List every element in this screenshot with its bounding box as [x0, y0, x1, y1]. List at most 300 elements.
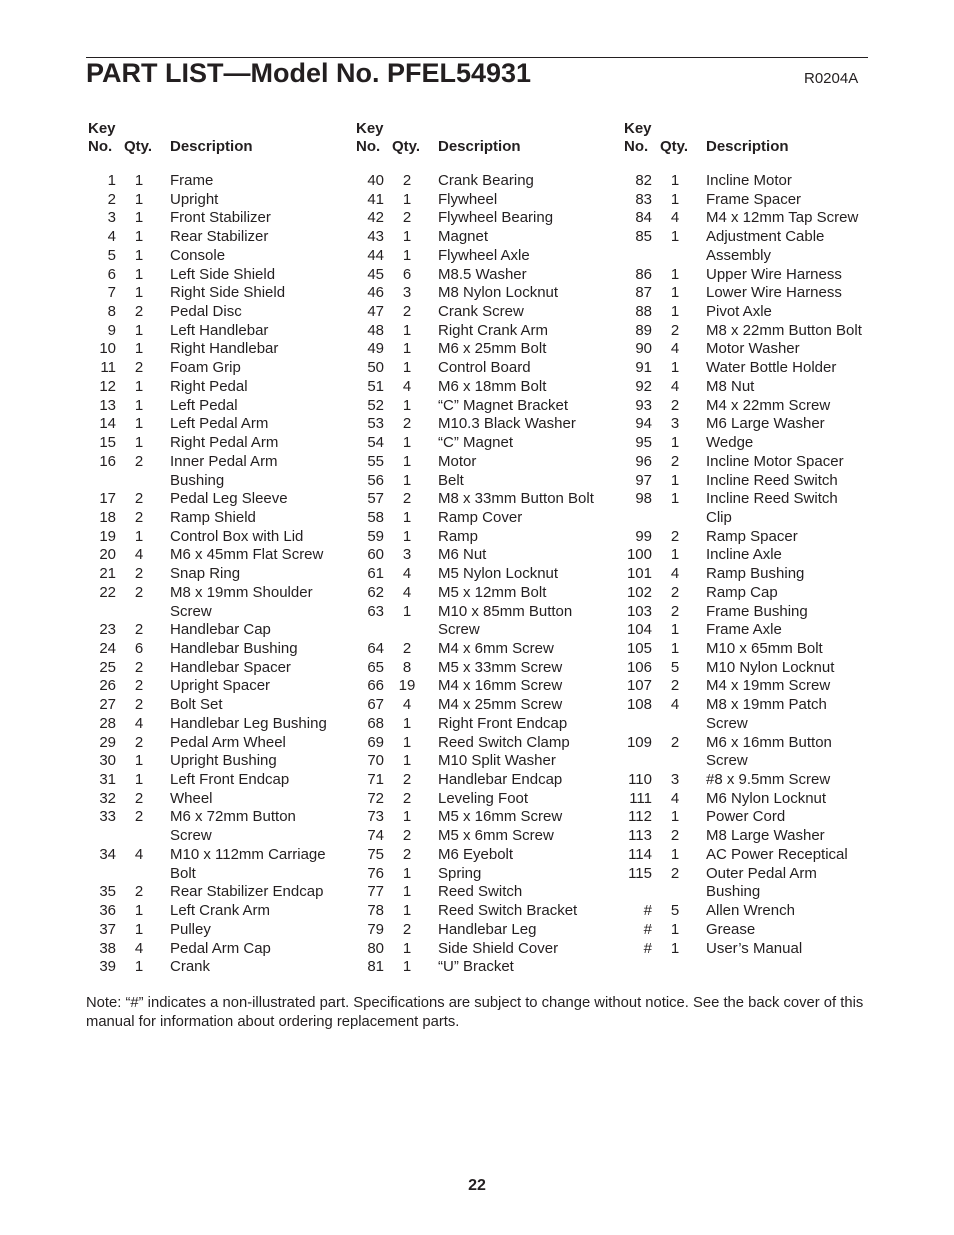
part-description: Left Crank Arm — [170, 902, 271, 920]
part-description: Frame — [170, 172, 214, 189]
part-key: 70 — [367, 752, 384, 770]
key-header-bottom: No. — [356, 138, 381, 155]
part-qty: 8 — [402, 658, 412, 676]
part-key: 78 — [367, 902, 384, 920]
part-description: AC Power Receptical — [706, 845, 848, 863]
part-key: 15 — [99, 434, 116, 452]
part-key: 38 — [99, 939, 116, 957]
part-key: 5 — [107, 246, 116, 264]
part-description: Pulley — [170, 920, 211, 938]
part-key: 107 — [626, 677, 652, 695]
part-qty: 2 — [134, 733, 144, 751]
part-description: Ramp Shield — [170, 508, 256, 526]
part-description: M10 x 65mm Bolt — [706, 640, 823, 657]
part-description: Upright — [170, 190, 219, 208]
part-key: 68 — [367, 714, 384, 732]
part-key: 74 — [367, 827, 384, 845]
part-description: Incline Reed Switch — [706, 490, 838, 508]
part-key: 19 — [99, 527, 116, 545]
part-qty: 1 — [670, 621, 680, 639]
part-key: 7 — [107, 284, 116, 302]
part-description: M6 Eyebolt — [438, 845, 514, 863]
part-description: M5 x 6mm Screw — [438, 827, 554, 845]
part-qty: 2 — [670, 452, 680, 470]
part-description: M5 x 16mm Screw — [438, 808, 563, 826]
part-key: 35 — [99, 883, 116, 901]
part-key: 24 — [99, 640, 116, 657]
part-qty: 5 — [670, 902, 680, 920]
part-qty: 4 — [134, 714, 144, 732]
part-key: 82 — [635, 172, 652, 189]
part-qty: 1 — [134, 228, 144, 246]
part-key: 57 — [367, 490, 384, 508]
part-qty: 1 — [670, 546, 680, 564]
part-key: 75 — [367, 845, 384, 863]
part-key: 27 — [99, 696, 116, 714]
part-description: Assembly — [706, 246, 772, 264]
part-key: 94 — [635, 415, 652, 433]
part-description: “C” Magnet — [438, 434, 514, 452]
part-description: M5 x 12mm Bolt — [438, 583, 547, 601]
reference-code: R0204A — [804, 70, 859, 87]
qty-header: Qty. — [124, 138, 153, 155]
part-key: 13 — [99, 396, 116, 414]
part-key: 109 — [626, 733, 652, 751]
part-key: 88 — [635, 303, 652, 321]
description-header: Description — [438, 138, 521, 155]
part-qty: 4 — [402, 583, 412, 601]
description-header: Description — [706, 138, 789, 155]
part-description: M4 x 16mm Screw — [438, 677, 563, 695]
part-key: 86 — [635, 265, 652, 283]
part-qty: 1 — [402, 602, 412, 620]
part-qty: 1 — [402, 434, 412, 452]
part-qty: 1 — [670, 939, 680, 957]
part-description: M4 x 6mm Screw — [438, 640, 554, 657]
part-qty: 2 — [402, 172, 412, 189]
part-qty: 4 — [670, 377, 680, 395]
part-description: Right Pedal Arm — [170, 434, 279, 452]
part-qty: 2 — [402, 789, 412, 807]
part-key: 45 — [367, 265, 384, 283]
part-description: M8 x 19mm Patch — [706, 696, 827, 714]
part-key: 44 — [367, 246, 384, 264]
part-key: 41 — [367, 190, 384, 208]
part-qty: 2 — [134, 789, 144, 807]
part-qty: 2 — [402, 845, 412, 863]
part-description: M8 Large Washer — [706, 827, 825, 845]
part-description: M5 x 33mm Screw — [438, 658, 563, 676]
part-key: 2 — [107, 190, 116, 208]
part-qty: 1 — [402, 321, 412, 339]
part-description: Flywheel — [438, 190, 498, 208]
part-key: 22 — [99, 583, 116, 601]
part-key: 50 — [367, 359, 384, 377]
part-description: Screw — [706, 752, 748, 770]
part-description: Right Front Endcap — [438, 714, 568, 732]
key-header-bottom: No. — [88, 138, 113, 155]
part-qty: 1 — [670, 190, 680, 208]
part-qty: 2 — [134, 808, 144, 826]
part-qty: 1 — [402, 190, 412, 208]
part-description: M8 Nut — [706, 377, 755, 395]
part-description: Rear Stabilizer Endcap — [170, 883, 324, 901]
part-qty: 1 — [134, 377, 144, 395]
part-qty: 2 — [134, 583, 144, 601]
part-key: 21 — [99, 565, 116, 583]
part-qty: 4 — [670, 209, 680, 227]
part-key: 31 — [99, 771, 116, 789]
part-description: Screw — [706, 714, 748, 732]
part-qty: 1 — [402, 752, 412, 770]
part-qty: 1 — [670, 172, 680, 189]
part-qty: 2 — [670, 527, 680, 545]
part-description: Allen Wrench — [706, 902, 795, 920]
part-key: 103 — [626, 602, 652, 620]
part-key: 29 — [99, 733, 116, 751]
part-key: 43 — [367, 228, 384, 246]
part-qty: 1 — [402, 883, 412, 901]
part-description: M6 x 25mm Bolt — [438, 340, 547, 358]
part-description: M6 x 18mm Bolt — [438, 377, 547, 395]
part-qty: 19 — [398, 677, 416, 695]
part-qty: 2 — [402, 920, 412, 938]
part-qty: 2 — [670, 321, 680, 339]
part-description: Front Stabilizer — [170, 209, 271, 227]
part-key: 39 — [99, 958, 116, 976]
part-description: Incline Motor — [706, 172, 792, 189]
part-description: Rear Stabilizer — [170, 228, 269, 246]
part-qty: 2 — [670, 733, 680, 751]
part-qty: 1 — [402, 733, 412, 751]
part-qty: 2 — [134, 658, 144, 676]
part-description: M6 Large Washer — [706, 415, 825, 433]
part-key: 91 — [635, 359, 652, 377]
part-description: Leveling Foot — [438, 789, 529, 807]
part-qty: 1 — [402, 939, 412, 957]
part-key: 101 — [626, 565, 652, 583]
page-number: 22 — [468, 1177, 486, 1194]
part-key: 97 — [635, 471, 652, 489]
part-key: 113 — [628, 827, 652, 845]
part-description: Outer Pedal Arm — [706, 864, 817, 882]
part-qty: 4 — [402, 565, 412, 583]
part-qty: 2 — [670, 864, 680, 882]
part-key: 81 — [367, 958, 384, 976]
part-qty: 1 — [134, 265, 144, 283]
part-qty: 1 — [134, 340, 144, 358]
part-description: Left Pedal — [170, 396, 238, 414]
part-description: M10.3 Black Washer — [438, 415, 576, 433]
part-qty: 2 — [134, 621, 144, 639]
part-description: Handlebar Cap — [170, 621, 271, 639]
part-key: 49 — [367, 340, 384, 358]
part-qty: 1 — [670, 265, 680, 283]
part-description: Crank Screw — [438, 303, 524, 321]
part-qty: 2 — [670, 583, 680, 601]
part-key: 46 — [367, 284, 384, 302]
part-key: 87 — [635, 284, 652, 302]
part-qty: 2 — [402, 640, 412, 657]
part-qty: 2 — [670, 827, 680, 845]
part-description: M6 Nut — [438, 546, 487, 564]
part-qty: 2 — [402, 303, 412, 321]
part-qty: 4 — [402, 377, 412, 395]
part-key: 111 — [629, 789, 652, 807]
part-qty: 2 — [134, 696, 144, 714]
part-qty: 2 — [402, 209, 412, 227]
part-description: Frame Bushing — [706, 602, 808, 620]
part-qty: 1 — [134, 920, 144, 938]
part-key: 37 — [99, 920, 116, 938]
part-key: 60 — [367, 546, 384, 564]
part-key: 102 — [626, 583, 652, 601]
part-description: Left Pedal Arm — [170, 415, 269, 433]
part-key: 85 — [635, 228, 652, 246]
part-qty: 1 — [134, 284, 144, 302]
part-qty: 1 — [402, 902, 412, 920]
part-description: Lower Wire Harness — [706, 284, 842, 302]
part-key: 20 — [99, 546, 116, 564]
part-key: 84 — [635, 209, 652, 227]
part-key: 106 — [626, 658, 652, 676]
part-description: Belt — [438, 471, 464, 489]
part-qty: 1 — [402, 864, 412, 882]
description-header: Description — [170, 138, 253, 155]
footnote: Note: “#” indicates a non-illustrated part. Specifications are subject to change without notice. See the back cover of this manual for information about ordering replacement parts. — [86, 995, 864, 1030]
part-description: Spring — [438, 864, 482, 882]
part-key: 114 — [628, 845, 652, 863]
part-key: 52 — [367, 396, 384, 414]
part-qty: 1 — [402, 228, 412, 246]
part-description: Handlebar Bushing — [170, 640, 298, 657]
part-description: Reed Switch Bracket — [438, 902, 578, 920]
part-qty: 1 — [134, 321, 144, 339]
part-key: 53 — [367, 415, 384, 433]
part-description: “C” Magnet Bracket — [438, 396, 569, 414]
part-key: 26 — [99, 677, 116, 695]
part-key: 104 — [626, 621, 652, 639]
part-description: M5 Nylon Locknut — [438, 565, 559, 583]
part-qty: 1 — [670, 920, 680, 938]
key-header-top: Key — [624, 120, 652, 137]
part-qty: 1 — [402, 808, 412, 826]
part-qty: 1 — [402, 396, 412, 414]
part-description: M10 x 85mm Button — [438, 602, 573, 620]
part-key: 23 — [99, 621, 116, 639]
part-key: 56 — [367, 471, 384, 489]
part-description: Right Side Shield — [170, 284, 286, 302]
part-description: Console — [170, 246, 226, 264]
part-key: 105 — [626, 640, 652, 657]
part-qty: 1 — [670, 303, 680, 321]
part-qty: 1 — [402, 246, 412, 264]
part-key: 1 — [107, 172, 116, 189]
part-qty: 3 — [670, 771, 680, 789]
part-key: 100 — [626, 546, 652, 564]
part-qty: 1 — [134, 434, 144, 452]
part-qty: 1 — [134, 527, 144, 545]
part-qty: 1 — [670, 490, 680, 508]
part-description: Upper Wire Harness — [706, 265, 842, 283]
part-qty: 1 — [670, 640, 680, 657]
part-description: Right Handlebar — [170, 340, 279, 358]
part-key: 112 — [628, 808, 652, 826]
part-description: M4 x 19mm Screw — [706, 677, 831, 695]
part-description: Flywheel Bearing — [438, 209, 554, 227]
part-qty: 1 — [670, 471, 680, 489]
part-key: 54 — [367, 434, 384, 452]
part-key: 58 — [367, 508, 384, 526]
part-qty: 1 — [134, 396, 144, 414]
part-description: M8 x 22mm Button Bolt — [706, 321, 862, 339]
part-description: User’s Manual — [706, 939, 803, 957]
part-qty: 2 — [134, 677, 144, 695]
part-description: Frame Axle — [706, 621, 782, 639]
part-key: 47 — [367, 303, 384, 321]
page-title: PART LIST—Model No. PFEL54931 — [86, 58, 532, 88]
part-description: Reed Switch Clamp — [438, 733, 570, 751]
part-qty: 2 — [134, 883, 144, 901]
part-description: #8 x 9.5mm Screw — [706, 771, 831, 789]
part-qty: 2 — [402, 771, 412, 789]
part-key: 17 — [99, 490, 116, 508]
part-key: 64 — [367, 640, 384, 657]
part-qty: 1 — [670, 845, 680, 863]
part-description: Bushing — [170, 471, 225, 489]
part-qty: 1 — [134, 246, 144, 264]
part-key: 11 — [100, 359, 116, 377]
part-description: Pedal Disc — [170, 303, 242, 321]
part-description: Ramp Bushing — [706, 565, 805, 583]
part-description: Handlebar Endcap — [438, 771, 563, 789]
part-description: Crank — [170, 958, 211, 976]
part-key: 14 — [99, 415, 116, 433]
part-description: Motor Washer — [706, 340, 800, 358]
part-key: 63 — [367, 602, 384, 620]
part-description: M8 Nylon Locknut — [438, 284, 559, 302]
part-description: Snap Ring — [170, 565, 241, 583]
part-key: 48 — [367, 321, 384, 339]
part-description: “U” Bracket — [438, 958, 514, 976]
part-description: Bolt — [170, 864, 196, 882]
part-description: M6 x 72mm Button — [170, 808, 296, 826]
part-key: 10 — [99, 340, 116, 358]
part-description: Foam Grip — [170, 359, 241, 377]
part-qty: 1 — [670, 284, 680, 302]
part-key: 16 — [99, 452, 116, 470]
part-key: 93 — [635, 396, 652, 414]
part-key: 9 — [107, 321, 116, 339]
part-key: 34 — [99, 845, 116, 863]
part-key: 72 — [367, 789, 384, 807]
part-qty: 3 — [402, 284, 412, 302]
part-description: M10 Nylon Locknut — [706, 658, 835, 676]
part-qty: 1 — [402, 714, 412, 732]
part-key: 8 — [107, 303, 116, 321]
part-description: Handlebar Spacer — [170, 658, 291, 676]
qty-header: Qty. — [660, 138, 689, 155]
part-qty: 2 — [134, 490, 144, 508]
part-description: Pedal Arm Cap — [170, 939, 271, 957]
part-qty: 1 — [402, 471, 412, 489]
part-description: Incline Motor Spacer — [706, 452, 844, 470]
part-description: Upright Bushing — [170, 752, 277, 770]
part-description: Frame Spacer — [706, 190, 802, 208]
part-qty: 4 — [670, 696, 680, 714]
part-key: 89 — [635, 321, 652, 339]
part-description: Pivot Axle — [706, 303, 772, 321]
part-key: 95 — [635, 434, 652, 452]
part-description: Water Bottle Holder — [706, 359, 837, 377]
part-qty: 2 — [134, 508, 144, 526]
part-description: Left Handlebar — [170, 321, 269, 339]
part-key: 90 — [635, 340, 652, 358]
part-key: 36 — [99, 902, 116, 920]
part-key: 73 — [367, 808, 384, 826]
part-description: Wedge — [706, 434, 754, 452]
part-description: M10 Split Washer — [438, 752, 556, 770]
key-header-top: Key — [88, 120, 116, 137]
part-qty: 4 — [670, 340, 680, 358]
part-description: M10 x 112mm Carriage — [170, 845, 326, 863]
part-qty: 1 — [134, 771, 144, 789]
part-description: M8 x 33mm Button Bolt — [438, 490, 594, 508]
part-qty: 4 — [134, 845, 144, 863]
part-qty: 2 — [670, 677, 680, 695]
part-key: 25 — [99, 658, 116, 676]
part-qty: 6 — [134, 640, 144, 657]
part-description: Flywheel Axle — [438, 246, 530, 264]
part-qty: 1 — [402, 508, 412, 526]
part-description: Pedal Arm Wheel — [170, 733, 286, 751]
part-key: 12 — [99, 377, 116, 395]
part-key: 61 — [367, 565, 384, 583]
part-description: Screw — [170, 827, 212, 845]
part-key: 42 — [367, 209, 384, 227]
part-qty: 1 — [670, 808, 680, 826]
part-qty: 4 — [134, 546, 144, 564]
part-description: M6 x 16mm Button — [706, 733, 832, 751]
part-key: 92 — [635, 377, 652, 395]
part-qty: 2 — [134, 359, 144, 377]
part-qty: 1 — [134, 752, 144, 770]
part-qty: 2 — [134, 452, 144, 470]
part-qty: 6 — [402, 265, 412, 283]
part-key: 3 — [107, 209, 116, 227]
part-qty: 1 — [670, 228, 680, 246]
part-description: Bolt Set — [170, 696, 223, 714]
part-key: 96 — [635, 452, 652, 470]
part-qty: 1 — [402, 359, 412, 377]
qty-header: Qty. — [392, 138, 421, 155]
part-description: M6 x 45mm Flat Screw — [170, 546, 324, 564]
part-key: 4 — [107, 228, 116, 246]
part-key: # — [643, 939, 652, 957]
part-description: M4 x 25mm Screw — [438, 696, 563, 714]
part-key: 62 — [367, 583, 384, 601]
part-key: 83 — [635, 190, 652, 208]
part-key: 98 — [635, 490, 652, 508]
part-key: 71 — [367, 771, 384, 789]
part-description: M8.5 Washer — [438, 265, 527, 283]
part-qty: 1 — [134, 415, 144, 433]
part-description: M8 x 19mm Shoulder — [170, 583, 313, 601]
part-description: Crank Bearing — [438, 172, 534, 189]
part-key: 18 — [99, 508, 116, 526]
part-description: Reed Switch — [438, 883, 523, 901]
part-description: Adjustment Cable — [706, 228, 825, 246]
